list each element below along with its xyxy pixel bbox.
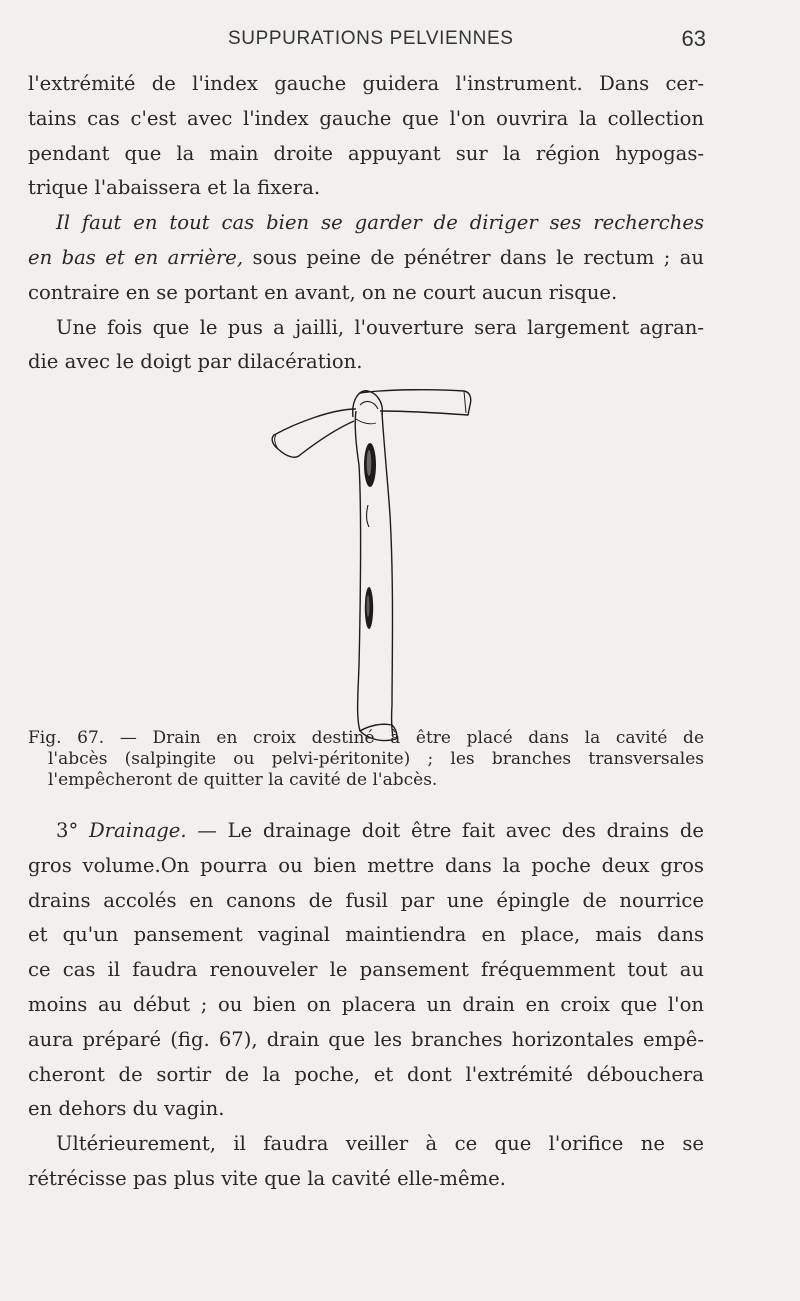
section-number: 3° xyxy=(56,819,79,842)
text-line: aura préparé (fig. 67), drain que les branches horizontales empê- xyxy=(28,1027,704,1051)
text-line: cheront de sortir de la poche, et dont l'extrémité débouchera xyxy=(28,1062,704,1086)
drain-right-branch xyxy=(360,390,471,415)
text-fragment: — Le drainage doit être fait avec des drains de xyxy=(186,819,704,842)
caption-line: l'abcès (salpingite ou pelvi-péritonite) ; les branches transversales xyxy=(48,749,704,769)
page-number: 63 xyxy=(681,26,706,51)
italic-text: en bas et en arrière, xyxy=(28,245,244,269)
caption-line: l'empêcheront de quitter la cavité de l'abcès. xyxy=(48,770,438,790)
caption-line xyxy=(28,728,704,749)
text-line: ce cas il faudra renouveler le pansement fréquemment tout au xyxy=(28,958,704,982)
section-title: Drainage. xyxy=(88,819,187,842)
text-line: rétrécisse pas plus vite que la cavité elle-même. xyxy=(28,1166,506,1190)
text-fragment: sous peine de pénétrer dans le rectum ; au xyxy=(243,245,704,269)
drain-tube-right-edge xyxy=(382,413,393,737)
text-line: die avec le doigt par dilacération. xyxy=(28,350,363,374)
text-line: drains accolés en canons de fusil par une épingle de nourrice xyxy=(28,888,704,912)
text-line: gros volume.On pourra ou bien mettre dans la poche deux gros xyxy=(28,853,704,877)
text-line: en dehors du vagin. xyxy=(28,1097,225,1121)
paragraph-drainage xyxy=(28,814,704,1127)
figure-caption xyxy=(28,728,704,791)
figure-label: Fig. 67. xyxy=(28,728,105,748)
cross-drain-illustration xyxy=(256,365,480,755)
text-line: et qu'un pansement vaginal maintiendra en place, mais dans xyxy=(28,923,704,947)
paragraph-block-bottom xyxy=(28,814,704,1197)
text-line: contraire en se portant en avant, on ne court aucun risque. xyxy=(28,280,618,304)
text-line: Une fois que le pus a jailli, l'ouverture sera largement agran- xyxy=(56,315,704,339)
text-line xyxy=(28,814,704,849)
text-line: trique l'abaissera et la fixera. xyxy=(28,176,321,200)
text-line: Ultérieurement, il faudra veiller à ce que l'orifice ne se xyxy=(56,1132,704,1156)
italic-text: Il faut en tout cas bien se garder de diriger ses recherches xyxy=(56,211,704,235)
text-line: tains cas c'est avec l'index gauche que l'on ouvrira la collection xyxy=(28,106,704,130)
text-line xyxy=(28,241,704,276)
drain-tube-left-edge xyxy=(355,411,360,731)
paragraph-warning xyxy=(28,206,704,310)
paragraph-later xyxy=(28,1127,704,1197)
figure-67 xyxy=(256,365,480,755)
text-line: pendant que la main droite appuyant sur la région hypogas- xyxy=(28,141,704,165)
drain-left-branch xyxy=(272,409,356,457)
caption-text: — Drain en croix destiné à être placé dans la cavité de xyxy=(104,728,705,748)
drain-top-cap xyxy=(353,391,383,417)
paragraph-continuation xyxy=(28,67,704,206)
running-header xyxy=(0,24,800,54)
paragraph-block-top xyxy=(28,67,704,380)
text-line: moins au début ; ou bien on placera un drain en croix que l'on xyxy=(28,992,704,1016)
text-line-italic xyxy=(28,206,704,241)
running-title: SUPPURATIONS PELVIENNES xyxy=(228,28,514,49)
text-line: l'extrémité de l'index gauche guidera l'instrument. Dans cer- xyxy=(28,72,704,95)
